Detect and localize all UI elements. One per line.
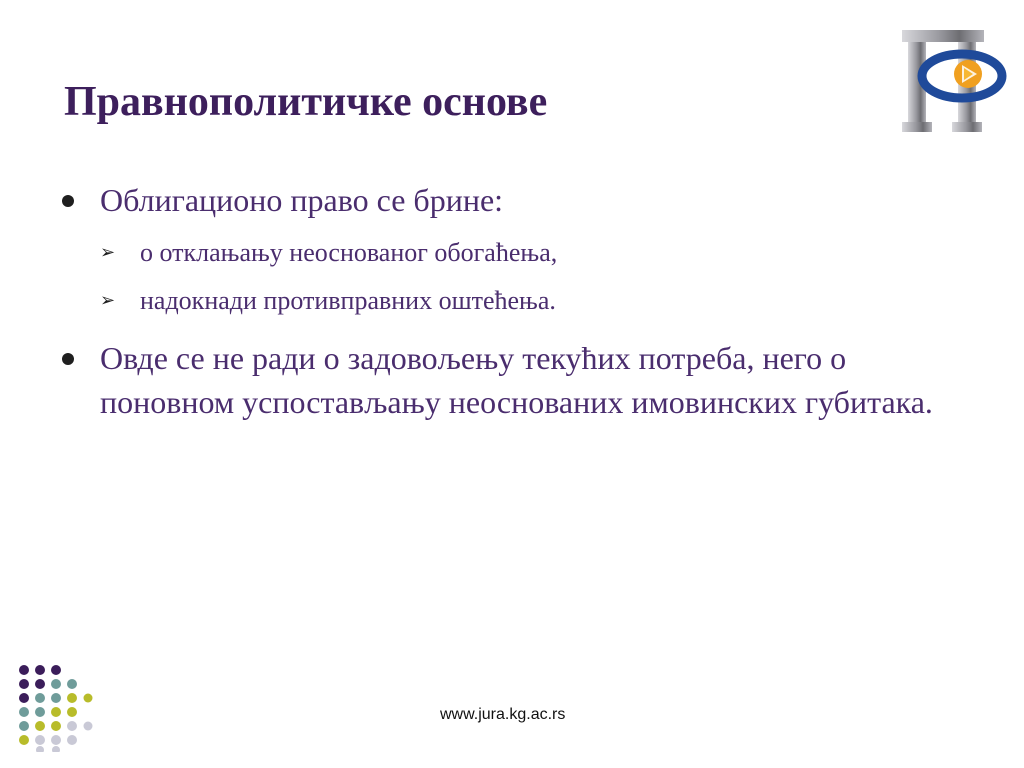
dot-row	[19, 693, 93, 703]
dot-row	[19, 679, 77, 689]
dot-row	[19, 665, 61, 675]
sub-bullet-text: о отклањању неоснованог обогаћења,	[140, 238, 558, 267]
dot-row	[19, 707, 77, 717]
faculty-logo-icon	[898, 26, 1008, 136]
dot-row	[19, 735, 77, 745]
footer-url: www.jura.kg.ac.rs	[440, 706, 566, 723]
bullet-text: Овде се не ради о задовољењу текућих потреба, него о поновном успостављању неоснованих имовинских губитака.	[100, 340, 933, 420]
sub-bullet-item	[100, 284, 920, 318]
bullet-item	[100, 336, 940, 424]
round-bullet-icon	[62, 195, 74, 207]
sub-bullet-text: надокнади противправних оштећења.	[140, 286, 556, 315]
dot-grid-decoration	[14, 662, 94, 752]
sub-bullet-item	[100, 236, 920, 270]
arrow-bullet-icon: ➢	[100, 242, 116, 263]
arrow-bullet-icon: ➢	[100, 290, 116, 311]
bullet-text: Облигационо право се брине:	[100, 182, 504, 218]
round-bullet-icon	[62, 353, 74, 365]
slide-title: Правнополитичке основе	[64, 79, 548, 125]
dot-row	[19, 721, 93, 731]
dot-row	[36, 746, 60, 752]
bullet-item	[100, 178, 940, 222]
